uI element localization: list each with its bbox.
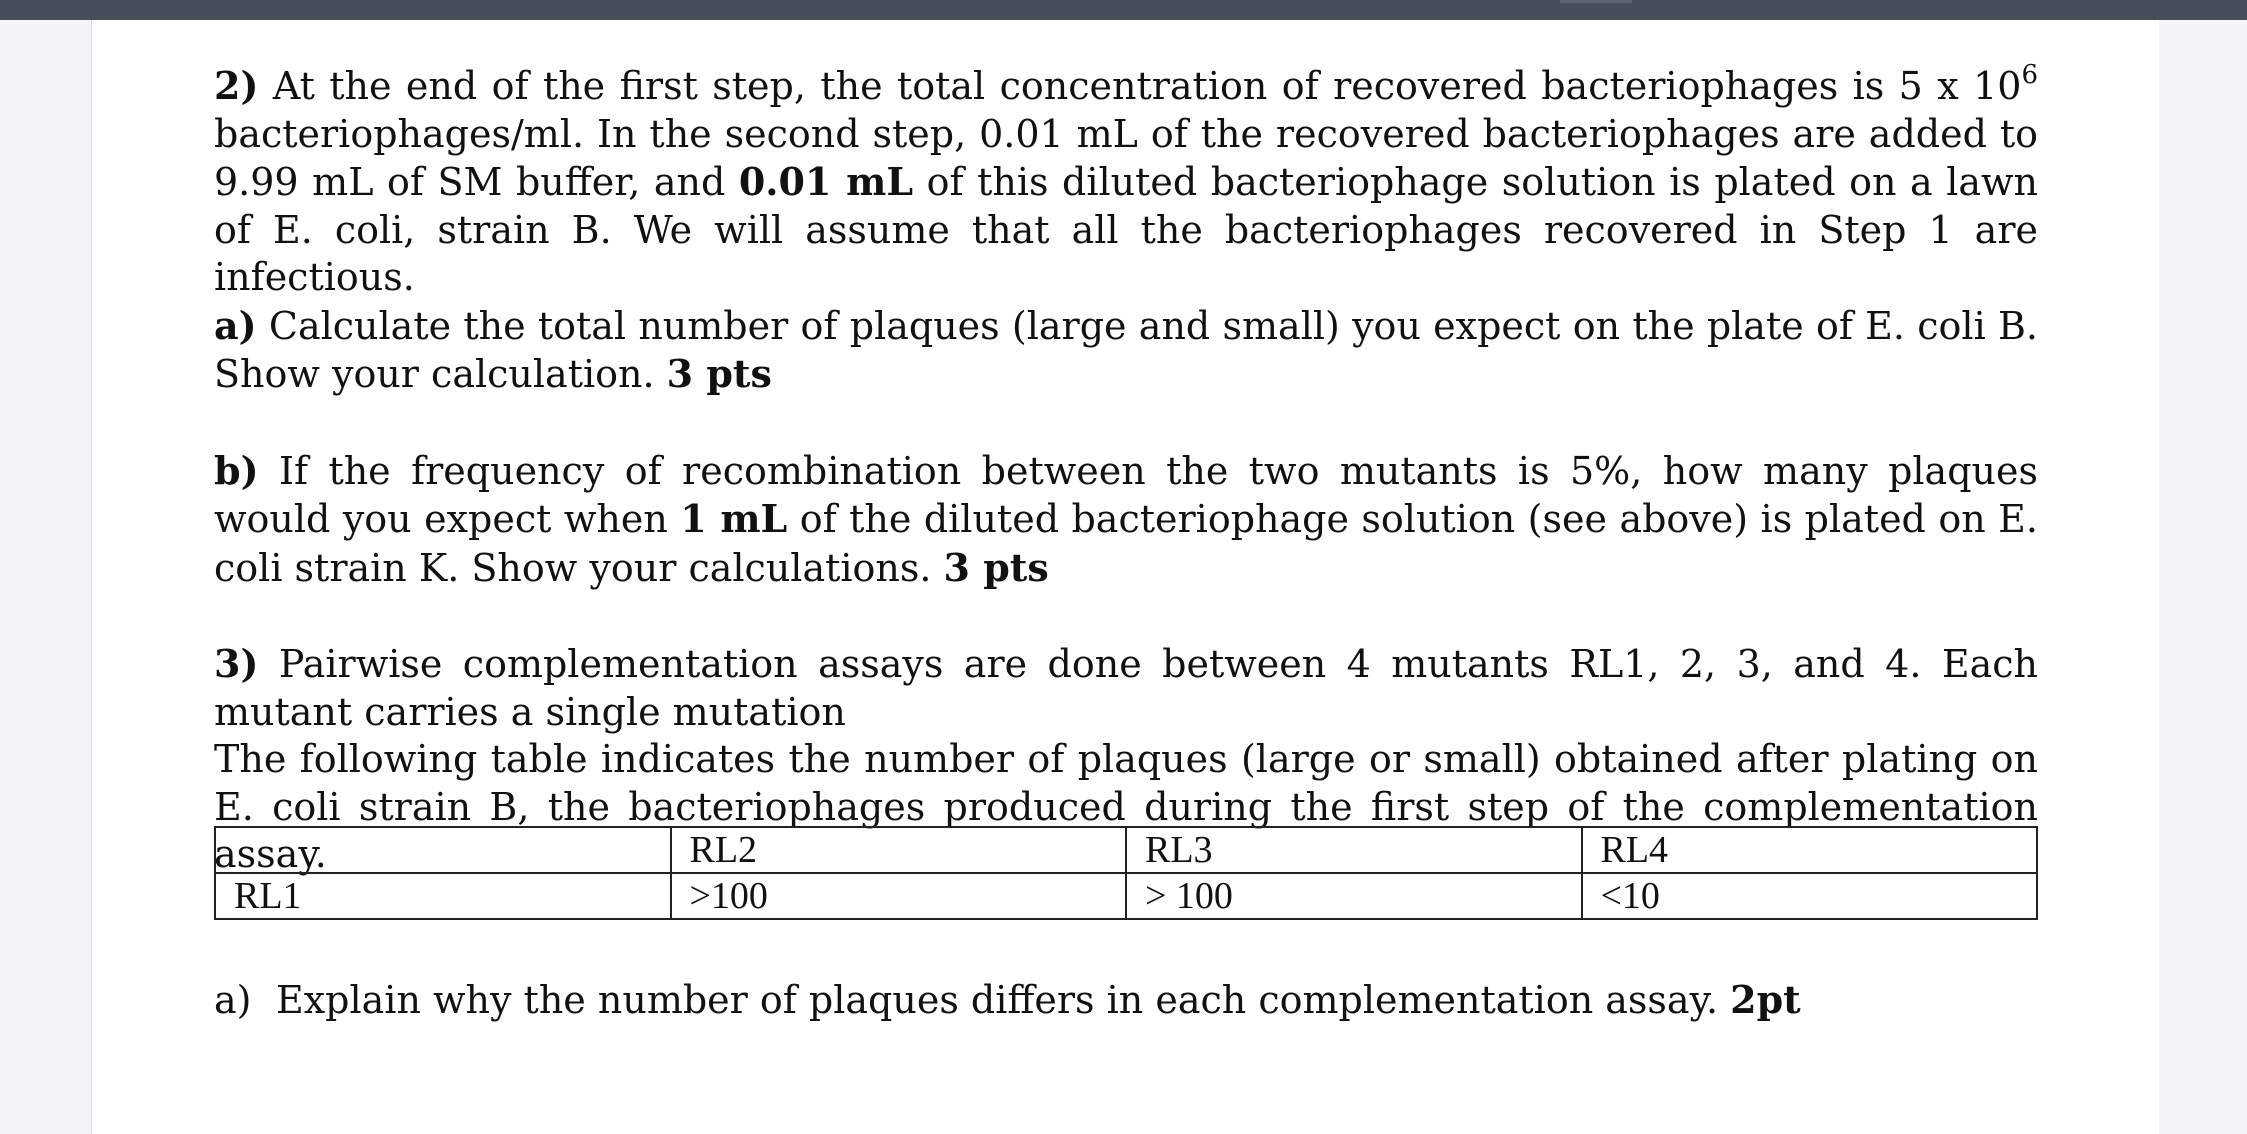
table-cell: RL4 xyxy=(1582,827,2038,873)
question-2a-label: a) xyxy=(214,302,257,348)
table-cell: RL1 xyxy=(215,873,671,919)
question-2a-points: 3 pts xyxy=(666,351,772,396)
question-2a: a) Calculate the total number of plaques (large and small) you expect on the plate of E. coli B. Show your calculation. 3 pts xyxy=(214,302,2038,396)
question-2-intro: 2) At the end of the first step, the total concentration of recovered bacteriophages is 5 x $10^6$ bacteriophages/ml. In the second step, 0.01 mL of the recovered bacteriophages are added to 9.99 mL of SM buffer, and 0.01 mL of this diluted bacteriophage solution is plated on a lawn of E. coli, strain B. We will assume that all the bacteriophages recovered in Step 1 are infectious. xyxy=(214,60,2039,299)
question-2b-points: 3 pts xyxy=(943,544,1049,590)
active-tab-indicator xyxy=(1560,0,1632,3)
table-cell xyxy=(215,827,671,873)
plated-volume: 0.01 mL xyxy=(738,159,914,204)
question-2b: b) If the frequency of recombination between the two mutants is 5%, how many plaques would you expect when 1 mL of the diluted bacteriophage solution (see above) is plated on E. coli strain K. Show your calculations. 3 pts xyxy=(214,447,2038,590)
exponent: 6 xyxy=(2021,60,2038,90)
table-cell: > 100 xyxy=(1126,873,1582,919)
table-cell: >100 xyxy=(671,873,1127,919)
top-bar xyxy=(0,0,2247,20)
question-2-label: 2) xyxy=(214,63,259,108)
right-gutter xyxy=(2159,20,2247,1134)
table-row xyxy=(215,873,2037,919)
question-2b-label: b) xyxy=(214,447,259,493)
table-header-row xyxy=(215,827,2037,873)
document-content xyxy=(214,62,2038,879)
question-3-intro: 3) Pairwise complementation assays are done between 4 mutants RL1, 2, 3, and 4. Each mutant carries a single mutation xyxy=(214,641,2038,734)
table-cell: RL2 xyxy=(671,827,1127,873)
question-2b-volume: 1 mL xyxy=(680,496,788,541)
complementation-table xyxy=(214,826,2038,920)
question-3a: a) Explain why the number of plaques differs in each complementation assay. 2pt xyxy=(214,976,2038,1025)
question-3a-label: a) xyxy=(214,978,252,1022)
question-3-label: 3) xyxy=(214,641,259,686)
table-cell: RL3 xyxy=(1126,827,1582,873)
question-3a-points: 2pt xyxy=(1730,977,1801,1022)
question-3-description: The following table indicates the number of plaques (large or small) obtained after plating on E. coli strain B, the bacteriophages produced during the first step of the complementation assay. xyxy=(214,737,2038,876)
table-cell: <10 xyxy=(1582,873,2038,919)
